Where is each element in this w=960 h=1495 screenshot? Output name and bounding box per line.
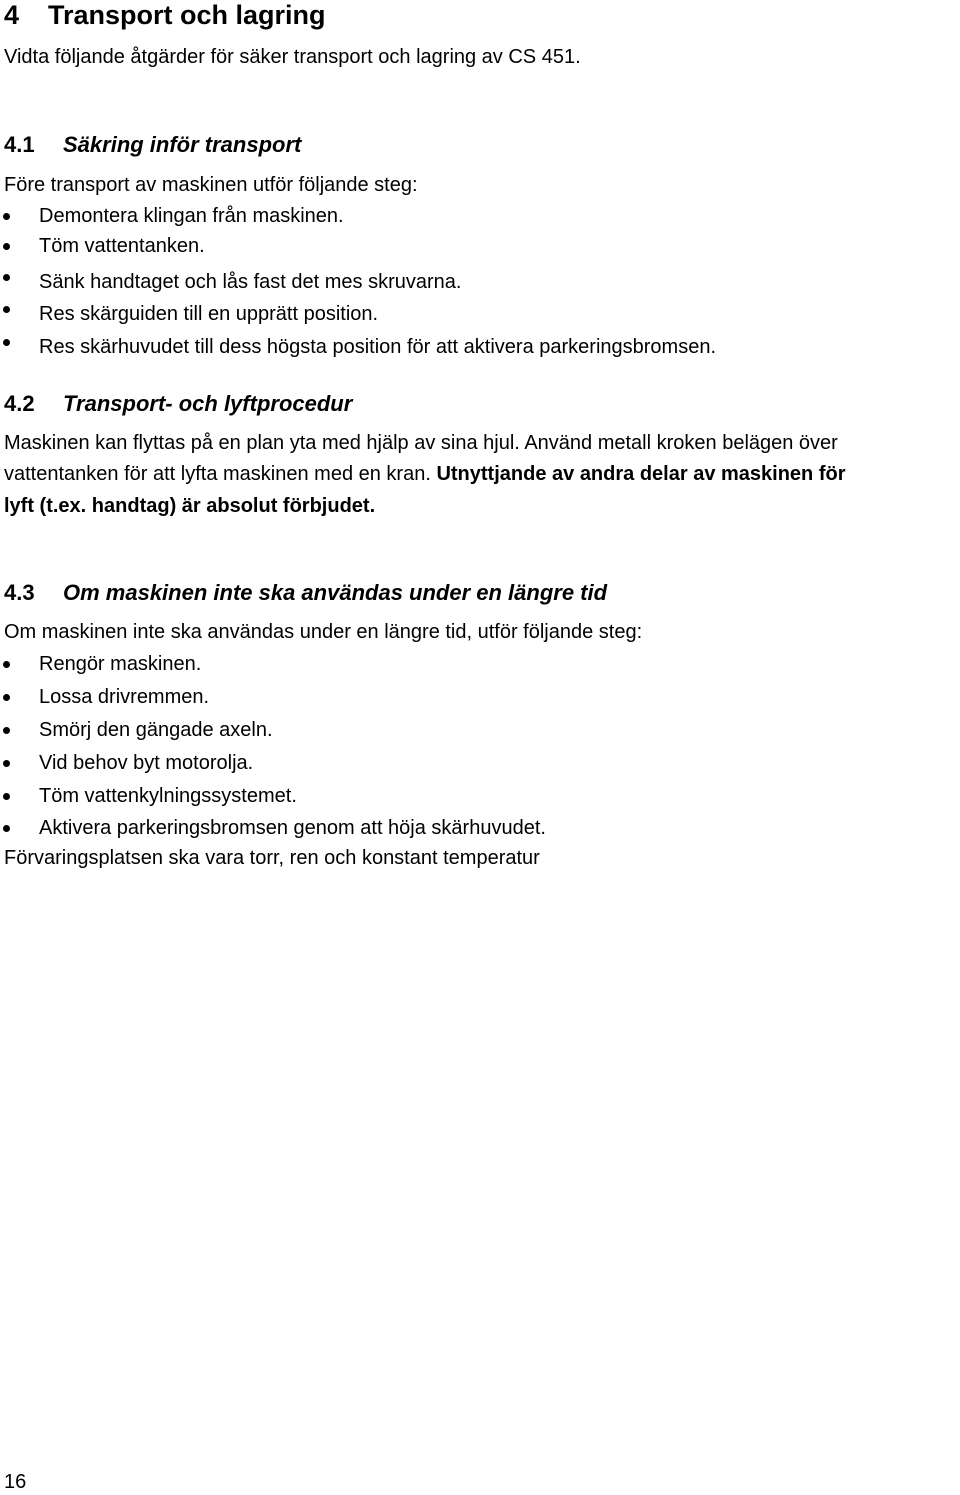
paragraph-text: Använd metall kroken belägen över	[524, 432, 838, 454]
list-item-text: Sänk handtaget och lås fast det mes skruvarna.	[39, 271, 462, 293]
warning-text: Utnyttjande av andra delar av maskinen för	[436, 463, 846, 485]
list-item-text: Lossa drivremmen.	[39, 686, 210, 708]
paragraph-text: Maskinen kan flyttas på en plan yta med hjälp av sina hjul.	[4, 432, 525, 454]
section-4-title: Transport och lagring	[48, 0, 326, 30]
section-4-1-intro: Före transport av maskinen utför följande steg:	[4, 174, 418, 196]
bullet-icon	[3, 339, 10, 346]
list-item-text: Res skärguiden till en upprätt position.	[39, 303, 379, 325]
section-4-2-number: 4.2	[4, 391, 35, 416]
bullet-icon	[3, 727, 10, 734]
bullet-icon	[3, 793, 10, 800]
list-item-text: Res skärhuvudet till dess högsta position för att aktivera parkeringsbromsen.	[39, 336, 717, 358]
section-4-2-line-3: lyft (t.ex. handtag) är absolut förbjudet.	[4, 495, 376, 517]
section-4-intro: Vidta följande åtgärder för säker transport och lagring av CS 451.	[4, 46, 581, 68]
section-4-2-line-1	[4, 431, 838, 455]
list-item-text: Vid behov byt motorolja.	[39, 752, 254, 774]
section-4-3-number: 4.3	[4, 580, 35, 605]
bullet-icon	[3, 661, 10, 668]
section-4-3-title: Om maskinen inte ska användas under en längre tid	[63, 580, 608, 605]
section-4-3-outro: Förvaringsplatsen ska vara torr, ren och konstant temperatur	[4, 847, 540, 869]
section-4-1-number: 4.1	[4, 132, 35, 157]
list-item-text: Demontera klingan från maskinen.	[39, 205, 344, 227]
bullet-icon	[3, 825, 10, 832]
list-item-text: Rengör maskinen.	[39, 653, 202, 675]
section-4-2-line-2	[4, 462, 845, 486]
section-4-number: 4	[4, 0, 20, 30]
page-number: 16	[4, 1471, 27, 1493]
bullet-icon	[3, 306, 10, 313]
bullet-icon	[3, 694, 10, 701]
section-4-3-heading	[4, 580, 607, 606]
list-item-text: Töm vattenkylningssystemet.	[39, 785, 297, 807]
bullet-icon	[3, 760, 10, 767]
bullet-icon	[3, 243, 10, 250]
bullet-icon	[3, 274, 10, 281]
list-item-text: Smörj den gängade axeln.	[39, 719, 273, 741]
section-4-3-intro: Om maskinen inte ska användas under en längre tid, utför följande steg:	[4, 621, 643, 643]
list-item-text: Töm vattentanken.	[39, 235, 205, 257]
section-4-2-title: Transport- och lyftprocedur	[63, 391, 353, 416]
section-4-1-heading	[4, 132, 301, 158]
section-4-1-title: Säkring inför transport	[63, 132, 302, 157]
list-item-text: Aktivera parkeringsbromsen genom att höja skärhuvudet.	[39, 817, 546, 839]
paragraph-text: vattentanken för att lyfta maskinen med en kran.	[4, 463, 437, 485]
section-4-2-heading	[4, 391, 352, 417]
bullet-icon	[3, 213, 10, 220]
section-4-heading	[4, 0, 326, 31]
